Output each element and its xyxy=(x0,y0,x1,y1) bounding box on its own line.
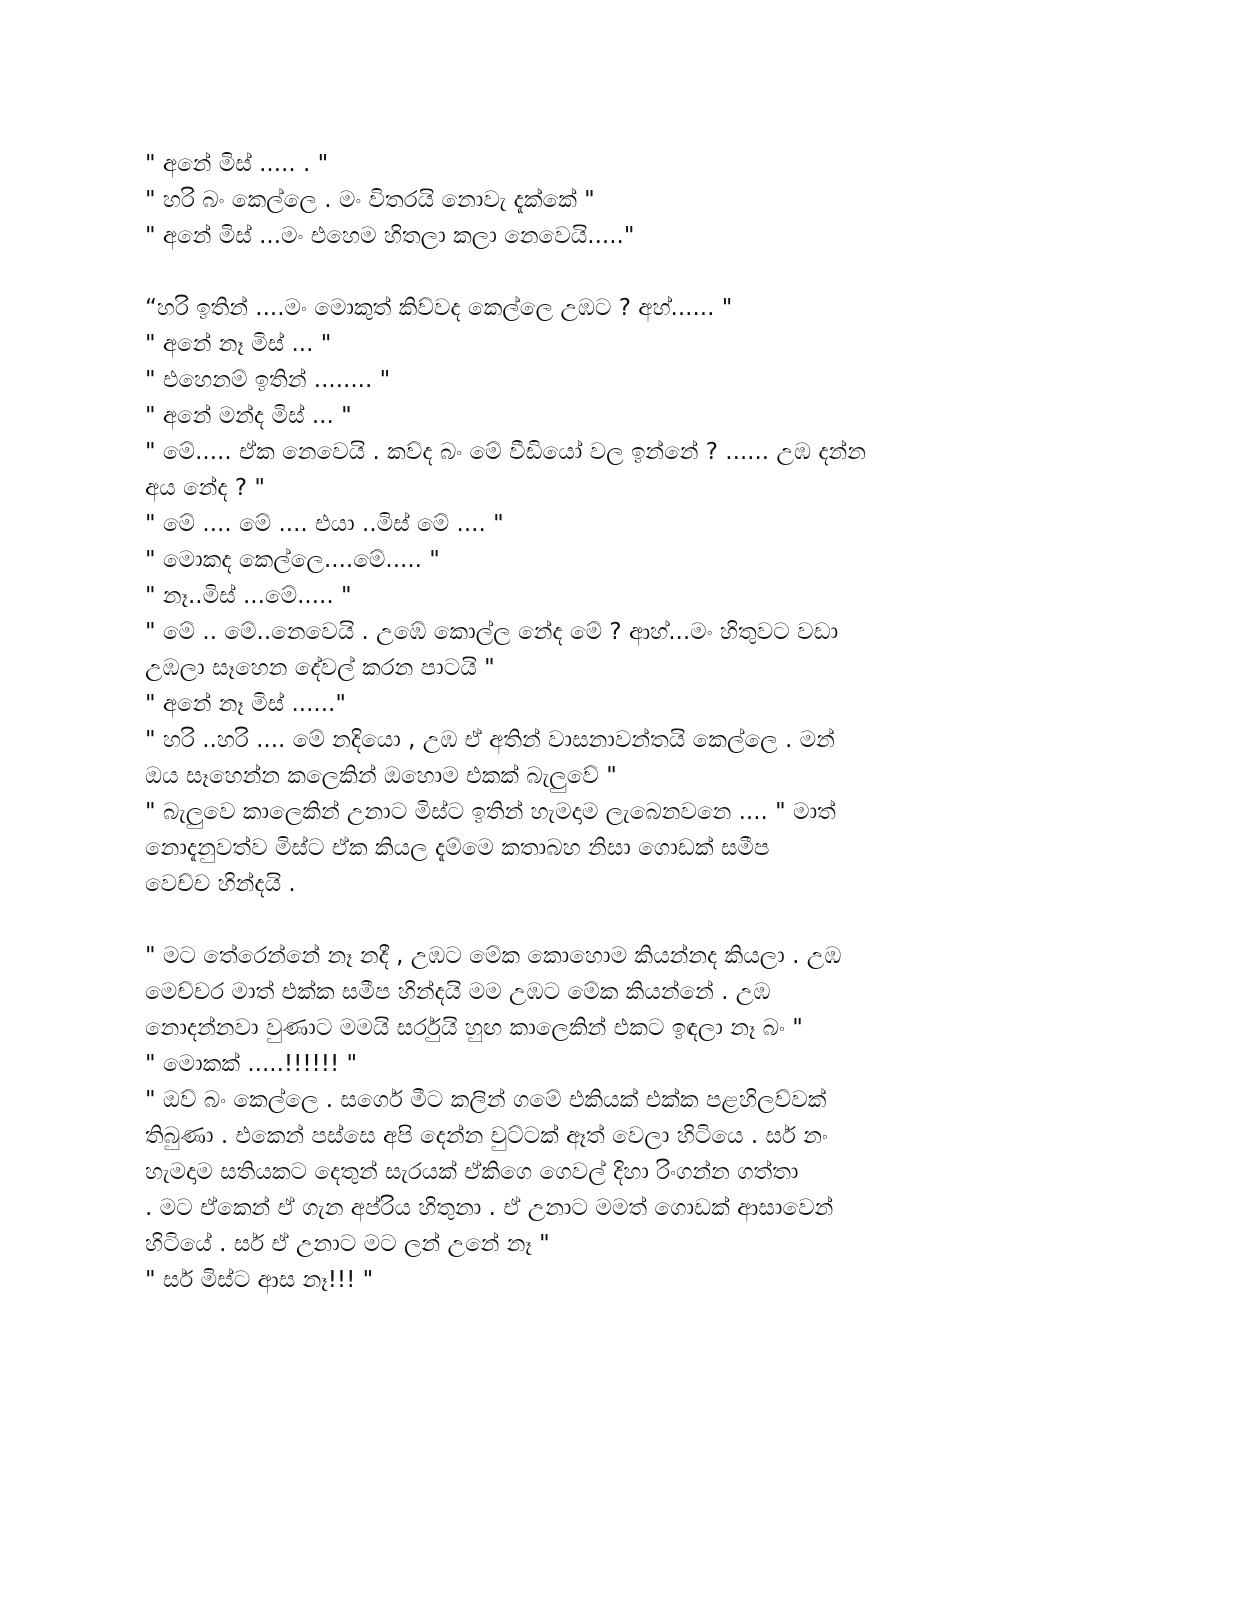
text-line: " මට තේරෙන්නේ නෑ නදී , උඹට මේක කොහොම කියන්නද කියලා . උඹ xyxy=(145,943,842,969)
text-line: " මොකක් .....!!!!!! " xyxy=(145,1051,358,1077)
text-line: " අනේ මිස් ...මං එහෙම හිතලා කලා නෙවෙයි....." xyxy=(145,223,635,249)
text-line: " අනේ මිස් ..... . " xyxy=(145,151,329,177)
dialogue-line xyxy=(145,938,1095,1046)
dialogue-line xyxy=(145,146,1095,182)
dialogue-line xyxy=(145,614,1095,686)
text-line: තිබුණා . එකෙන් පස්සෙ අපි දෙන්න චුට්ටක් ඈත් වෙලා හිටියෙ . සර් නං xyxy=(145,1123,828,1149)
dialogue-line xyxy=(145,506,1095,542)
dialogue-line xyxy=(145,722,1095,794)
dialogue-line xyxy=(145,434,1095,506)
text-line: " අනේ නෑ මිස් ... " xyxy=(145,331,332,357)
text-line: " ඔව් බං කෙල්ලෙ . සර්ගෙ මීට කලින් ගමේ එකියක් එක්ක පළහිලව්වක් xyxy=(145,1087,827,1113)
text-line: " අනේ නෑ මිස් ......" xyxy=(145,691,346,717)
dialogue-line xyxy=(145,398,1095,434)
text-line: නොදැනුවත්ව මිස්ට ඒක කියල දැම්මෙ කතාබහ නිසා ගොඩක් සමීප xyxy=(145,835,770,861)
text-line: අය නේද ? " xyxy=(145,475,265,501)
text-line: " මේ .... මේ .... එයා ..මිස් මේ .... " xyxy=(145,511,504,537)
dialogue-line xyxy=(145,326,1095,362)
story-text xyxy=(145,146,1095,1298)
text-line: " සර් මිස්ට ආස නෑ!!! " xyxy=(145,1267,374,1293)
text-line: . මට ඒකෙන් ඒ ගැන අප්රිය හිතුනා . ඒ උනාට මමත් ගොඩක් ආසාවෙන් xyxy=(145,1195,834,1221)
dialogue-line xyxy=(145,1082,1095,1262)
text-line: " නෑ..මිස් ...මේ..... " xyxy=(145,583,352,609)
text-line: " හරි ..හරි .... මේ නදියො , උඹ ඒ අතින් වාසනාවන්තයි කෙල්ලෙ . මන් xyxy=(145,727,835,753)
text-line: හැමදාම සතියකට දෙතුන් සැරයක් ඒකිගෙ ගෙවල් දිහා රිංගන්න ගත්තා xyxy=(145,1159,799,1185)
dialogue-line xyxy=(145,578,1095,614)
dialogue-line xyxy=(145,362,1095,398)
dialogue-line xyxy=(145,1262,1095,1298)
text-line: උඹලා සෑහෙන දේවල් කරන පාටයි " xyxy=(145,655,495,681)
text-line: " මේ..... ඒක නෙවෙයි . කව්ද බං මේ වීඩියෝ වල ඉන්නේ ? ...... උඹ දන්න xyxy=(145,439,866,465)
text-line: “හරි ඉතින් ....මං මොකුත් කිව්වද කෙල්ලෙ උඹට ? අහ්...... " xyxy=(145,295,733,321)
narration-paragraph xyxy=(145,794,1095,902)
text-line: " මොකද කෙල්ලෙ....මේ..... " xyxy=(145,547,440,573)
dialogue-line xyxy=(145,1046,1095,1082)
text-line: " අනේ මන්ද මිස් ... " xyxy=(145,403,352,429)
text-line: " එහෙනම් ඉතින් ........ " xyxy=(145,367,391,393)
text-line: හිටියේ . සර් ඒ උනාට මට ලන් උනේ නෑ " xyxy=(145,1231,550,1257)
text-line: " බැලුවෙ කාලෙකින් උනාට මිස්ට ඉතින් හැමදාම ලැබෙනවනෙ .... " මාත් xyxy=(145,799,836,825)
dialogue-line xyxy=(145,542,1095,578)
text-line: " මේ .. මේ..නෙවෙයි . උඹේ කොල්ල නේද මේ ? ආහ්...මං හිතුවට වඩා xyxy=(145,619,839,645)
dialogue-line xyxy=(145,686,1095,722)
dialogue-line xyxy=(145,290,1095,326)
text-line: නොදන්නවා වුණාට මමයි සර්රුයි හුඟ කාලෙකින් එකට ඉඳලා නෑ බං " xyxy=(145,1015,803,1041)
text-line: වෙච්ච හින්දයි . xyxy=(145,871,296,897)
dialogue-line xyxy=(145,182,1095,218)
text-line: ඔය සෑහෙන්න කලෙකින් ඔහොම එකක් බැලුවේ " xyxy=(145,763,617,789)
text-line: මෙච්චර මාත් එක්ක සමීප හින්දයි මම උඹට මේක කියන්නේ . උඹ xyxy=(145,979,771,1005)
dialogue-line xyxy=(145,218,1095,254)
text-line: " හරි බං කෙල්ලෙ . මං විතරයි නොවැ දැක්කේ " xyxy=(145,187,595,213)
